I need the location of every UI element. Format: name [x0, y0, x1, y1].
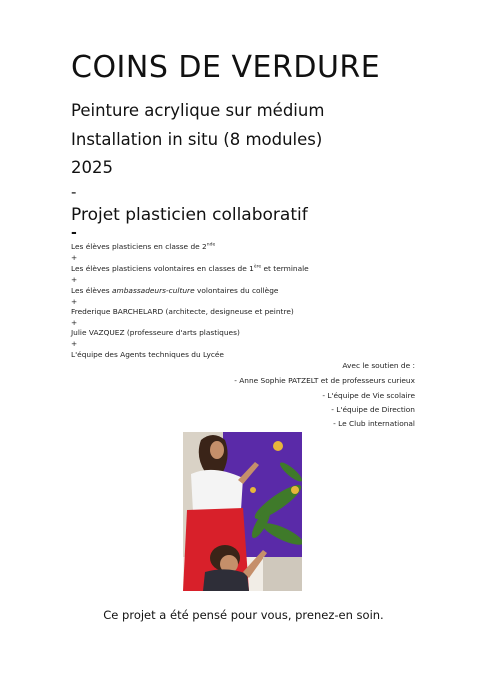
support-item: - Anne Sophie PATZELT et de professeurs curieux	[234, 376, 415, 385]
participant-4: Frederique BARCHELARD (architecte, designeuse et peintre)	[71, 307, 294, 316]
plus-sign: +	[71, 318, 78, 327]
project-line: Projet plasticien collaboratif	[71, 205, 308, 225]
participant-5: Julie VAZQUEZ (professeure d'arts plastiques)	[71, 328, 240, 337]
support-heading: Avec le soutien de :	[342, 361, 415, 370]
separator-dash: -	[71, 183, 77, 201]
support-item: - L'équipe de Direction	[331, 405, 415, 414]
installation-line: Installation in situ (8 modules)	[71, 130, 323, 149]
year-line: 2025	[71, 158, 113, 177]
plus-sign: +	[71, 297, 78, 306]
support-item: - L'équipe de Vie scolaire	[322, 391, 415, 400]
medium-line: Peinture acrylique sur médium	[71, 101, 325, 120]
footer-message: Ce projet a été pensé pour vous, prenez-en soin.	[103, 608, 384, 622]
plus-sign: +	[71, 275, 78, 284]
plus-sign: +	[71, 339, 78, 348]
participant-2: Les élèves plasticiens volontaires en classes de 1ère et terminale	[71, 264, 309, 273]
participant-1: Les élèves plasticiens en classe de 2nde	[71, 242, 216, 251]
artwork-photo	[183, 432, 302, 591]
participant-3: Les élèves ambassadeurs-culture volontaires du collège	[71, 286, 279, 295]
separator-dash-bold: -	[71, 225, 77, 241]
participant-6: L'équipe des Agents techniques du Lycée	[71, 350, 224, 359]
students-painting-illustration	[183, 432, 302, 591]
support-item: - Le Club international	[333, 419, 415, 428]
white-shirt	[191, 470, 243, 512]
poster-title: COINS DE VERDURE	[71, 50, 381, 85]
plus-sign: +	[71, 253, 78, 262]
